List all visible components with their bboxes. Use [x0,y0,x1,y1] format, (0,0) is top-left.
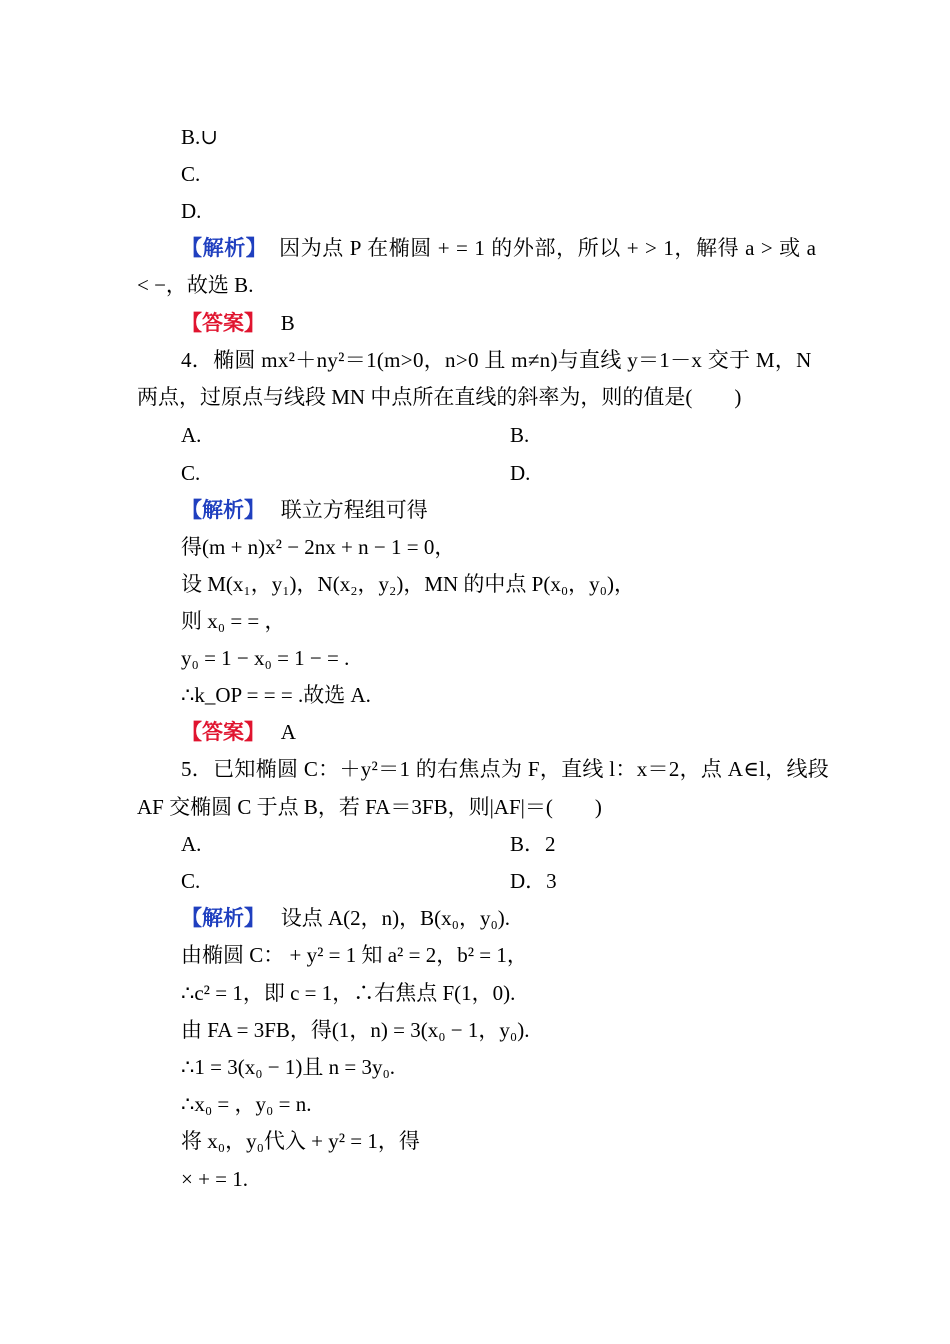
q3-answer-value: B [280,311,295,335]
q5-step: ∴1 = 3(x₀ − 1)且 n = 3y₀. [181,1055,396,1079]
q4-option-a: A. [181,423,202,447]
q4-option-b: B. [510,423,530,447]
q3-option-d: D. [181,199,202,223]
q4-answer-value: A [280,720,296,744]
q3-option-c: C. [181,162,201,186]
q5-step: × + = 1. [181,1167,249,1191]
analysis-tag: 【解析】 [181,498,265,522]
q4-analysis [181,496,428,524]
q4-step: 设 M(x₁，y₁)，N(x₂，y₂)，MN 的中点 P(x₀，y₀)， [181,572,635,596]
q5-step: 由 FA = 3FB，得(1，n) = 3(x₀ − 1，y₀). [181,1018,530,1042]
q3-analysis-line1: 因为点 P 在椭圆 + = 1 的外部，所以 + > 1，解得 a > 或 a [279,236,817,260]
q4-stem-line1: 4．椭圆 mx²＋ny²＝1(m>0，n>0 且 m≠n)与直线 y＝1－x 交于 M，N [181,348,812,372]
q4-analysis-line1: 联立方程组可得 [280,498,428,522]
q5-step: ∴x₀ = ，y₀ = n. [181,1092,312,1116]
q4-stem-line2: 两点，过原点与线段 MN 中点所在直线的斜率为，则的值是( ) [137,385,742,409]
answer-tag: 【答案】 [181,311,265,335]
q5-step: ∴c² = 1，即 c = 1，∴右焦点 F(1，0). [181,981,516,1005]
q5-option-b: B．2 [510,832,556,856]
q4-option-d: D. [510,461,531,485]
q3-analysis-line2: < −，故选 B. [137,273,254,297]
q5-step: 将 x₀，y₀代入 + y² = 1，得 [181,1129,420,1153]
q5-analysis-line1: 设点 A(2，n)，B(x₀，y₀). [280,906,511,930]
q4-step: 得(m + n)x² − 2nx + n − 1 = 0， [181,535,456,559]
q5-analysis [181,904,510,932]
q4-step: 则 x₀ = = ， [181,609,286,633]
analysis-tag: 【解析】 [181,906,265,930]
q4-answer [181,718,296,746]
q5-stem-line2: AF 交椭圆 C 于点 B，若 FA＝3FB，则|AF|＝( ) [137,795,602,819]
q4-option-c: C. [181,461,201,485]
q5-option-c: C. [181,869,201,893]
q3-option-b: B.∪ [181,125,218,149]
answer-tag: 【答案】 [181,720,265,744]
q5-option-d: D．3 [510,869,557,893]
q5-option-a: A. [181,832,202,856]
q3-analysis [181,234,817,262]
q5-step: 由椭圆 C： + y² = 1 知 a² = 2，b² = 1， [181,943,528,967]
q4-step: ∴k_OP = = = .故选 A. [181,683,371,707]
analysis-tag: 【解析】 [181,236,268,260]
q5-stem-line1: 5．已知椭圆 C：＋y²＝1 的右焦点为 F，直线 l：x＝2，点 A∈l，线段 [181,757,830,781]
q3-answer [181,309,295,337]
q4-step: y₀ = 1 − x₀ = 1 − = . [181,646,350,670]
